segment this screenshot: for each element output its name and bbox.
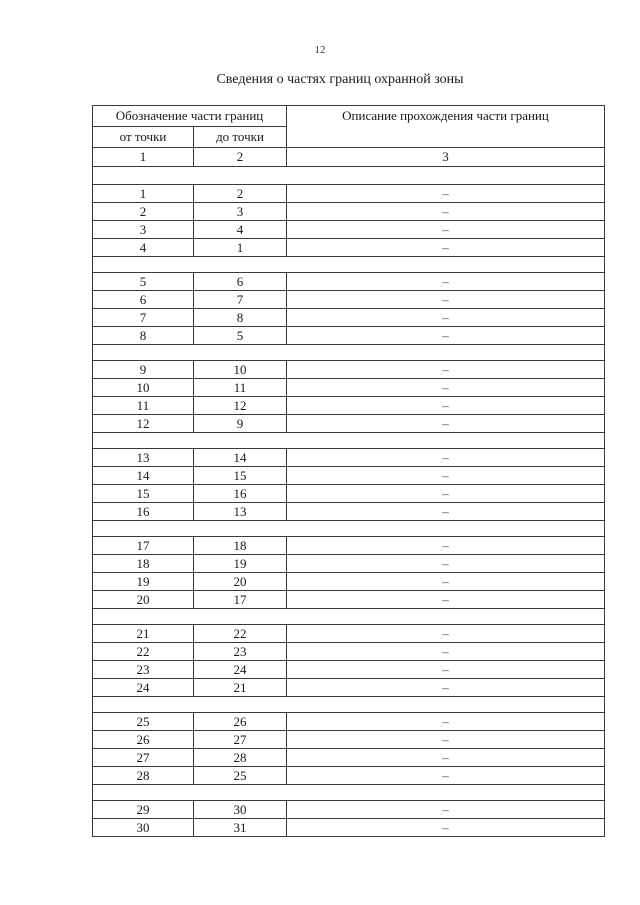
to-point-header: до точки [194, 127, 287, 148]
description-cell: – [287, 643, 605, 661]
to-point-cell: 16 [194, 485, 287, 503]
group-separator-row [93, 697, 605, 713]
to-point-cell: 8 [194, 309, 287, 327]
to-point-cell: 5 [194, 327, 287, 345]
to-point-cell: 23 [194, 643, 287, 661]
to-point-cell: 6 [194, 273, 287, 291]
to-point-cell: 19 [194, 555, 287, 573]
table-row [93, 555, 605, 573]
table-row [93, 485, 605, 503]
from-point-cell: 15 [93, 485, 194, 503]
from-point-cell: 18 [93, 555, 194, 573]
from-point-cell: 2 [93, 203, 194, 221]
group-separator-row [93, 521, 605, 537]
table-row [93, 661, 605, 679]
table-row [93, 203, 605, 221]
table-row [93, 643, 605, 661]
column-number: 2 [194, 148, 287, 167]
group-separator-cell [93, 785, 605, 801]
table-row [93, 767, 605, 785]
description-cell: – [287, 625, 605, 643]
table-row [93, 731, 605, 749]
description-cell: – [287, 203, 605, 221]
description-cell: – [287, 537, 605, 555]
table-row [93, 573, 605, 591]
boundary-parts-table [92, 105, 605, 837]
from-point-cell: 11 [93, 397, 194, 415]
to-point-cell: 20 [194, 573, 287, 591]
document-title: Сведения о частях границ охранной зоны [216, 72, 464, 87]
group-separator-row [93, 345, 605, 361]
table-row [93, 397, 605, 415]
from-point-cell: 17 [93, 537, 194, 555]
boundary-description-header: Описание прохождения части границ [287, 106, 605, 148]
description-cell: – [287, 397, 605, 415]
group-separator-row [93, 433, 605, 449]
to-point-cell: 30 [194, 801, 287, 819]
table-row [93, 749, 605, 767]
to-point-cell: 31 [194, 819, 287, 837]
description-cell: – [287, 239, 605, 257]
description-cell: – [287, 273, 605, 291]
to-point-cell: 12 [194, 397, 287, 415]
table-row [93, 239, 605, 257]
group-separator-cell [93, 345, 605, 361]
from-point-cell: 6 [93, 291, 194, 309]
description-cell: – [287, 415, 605, 433]
table-row [93, 327, 605, 345]
to-point-cell: 15 [194, 467, 287, 485]
from-point-cell: 5 [93, 273, 194, 291]
from-point-cell: 22 [93, 643, 194, 661]
from-point-cell: 12 [93, 415, 194, 433]
to-point-cell: 3 [194, 203, 287, 221]
to-point-cell: 4 [194, 221, 287, 239]
table-row [93, 273, 605, 291]
to-point-cell: 26 [194, 713, 287, 731]
to-point-cell: 1 [194, 239, 287, 257]
description-cell: – [287, 503, 605, 521]
column-number: 3 [287, 148, 605, 167]
to-point-cell: 11 [194, 379, 287, 397]
group-separator-row [93, 609, 605, 625]
from-point-cell: 9 [93, 361, 194, 379]
to-point-cell: 7 [194, 291, 287, 309]
description-cell: – [287, 591, 605, 609]
group-separator-row [93, 257, 605, 273]
description-cell: – [287, 379, 605, 397]
description-cell: – [287, 767, 605, 785]
from-point-cell: 30 [93, 819, 194, 837]
description-cell: – [287, 573, 605, 591]
group-separator-cell [93, 521, 605, 537]
table-header [93, 106, 605, 148]
from-point-cell: 24 [93, 679, 194, 697]
description-cell: – [287, 185, 605, 203]
page-number: 12 [314, 44, 326, 56]
boundary-part-designation-header: Обозначение части границ [93, 106, 287, 127]
from-point-cell: 7 [93, 309, 194, 327]
to-point-cell: 9 [194, 415, 287, 433]
description-cell: – [287, 819, 605, 837]
to-point-cell: 28 [194, 749, 287, 767]
from-point-cell: 16 [93, 503, 194, 521]
column-number: 1 [93, 148, 194, 167]
description-cell: – [287, 801, 605, 819]
to-point-cell: 22 [194, 625, 287, 643]
table-row [93, 679, 605, 697]
table-row [93, 309, 605, 327]
table-row [93, 449, 605, 467]
description-cell: – [287, 485, 605, 503]
to-point-cell: 27 [194, 731, 287, 749]
table-row [93, 379, 605, 397]
from-point-cell: 28 [93, 767, 194, 785]
column-numbering-row [93, 148, 605, 167]
table-row [93, 185, 605, 203]
to-point-cell: 17 [194, 591, 287, 609]
to-point-cell: 10 [194, 361, 287, 379]
table-row [93, 801, 605, 819]
table-row [93, 537, 605, 555]
from-point-cell: 27 [93, 749, 194, 767]
from-point-cell: 19 [93, 573, 194, 591]
description-cell: – [287, 449, 605, 467]
from-point-cell: 14 [93, 467, 194, 485]
from-point-cell: 23 [93, 661, 194, 679]
to-point-cell: 2 [194, 185, 287, 203]
group-separator-row [93, 785, 605, 801]
description-cell: – [287, 661, 605, 679]
group-separator-cell [93, 609, 605, 625]
table-body [93, 148, 605, 837]
table-row [93, 467, 605, 485]
group-separator-row [93, 167, 605, 185]
description-cell: – [287, 679, 605, 697]
to-point-cell: 13 [194, 503, 287, 521]
from-point-cell: 13 [93, 449, 194, 467]
to-point-cell: 18 [194, 537, 287, 555]
description-cell: – [287, 361, 605, 379]
to-point-cell: 24 [194, 661, 287, 679]
from-point-cell: 3 [93, 221, 194, 239]
from-point-header: от точки [93, 127, 194, 148]
table-row [93, 591, 605, 609]
from-point-cell: 20 [93, 591, 194, 609]
group-separator-cell [93, 433, 605, 449]
table-row [93, 415, 605, 433]
description-cell: – [287, 327, 605, 345]
table-row [93, 221, 605, 239]
description-cell: – [287, 467, 605, 485]
group-separator-cell [93, 697, 605, 713]
from-point-cell: 25 [93, 713, 194, 731]
from-point-cell: 4 [93, 239, 194, 257]
description-cell: – [287, 749, 605, 767]
group-separator-cell [93, 257, 605, 273]
description-cell: – [287, 731, 605, 749]
from-point-cell: 29 [93, 801, 194, 819]
description-cell: – [287, 713, 605, 731]
description-cell: – [287, 309, 605, 327]
table-row [93, 713, 605, 731]
group-separator-cell [93, 167, 605, 185]
to-point-cell: 21 [194, 679, 287, 697]
table-row [93, 625, 605, 643]
description-cell: – [287, 291, 605, 309]
table-row [93, 361, 605, 379]
from-point-cell: 26 [93, 731, 194, 749]
table-row [93, 819, 605, 837]
from-point-cell: 1 [93, 185, 194, 203]
description-cell: – [287, 555, 605, 573]
to-point-cell: 25 [194, 767, 287, 785]
table-row [93, 503, 605, 521]
to-point-cell: 14 [194, 449, 287, 467]
description-cell: – [287, 221, 605, 239]
from-point-cell: 10 [93, 379, 194, 397]
table-row [93, 291, 605, 309]
from-point-cell: 8 [93, 327, 194, 345]
from-point-cell: 21 [93, 625, 194, 643]
